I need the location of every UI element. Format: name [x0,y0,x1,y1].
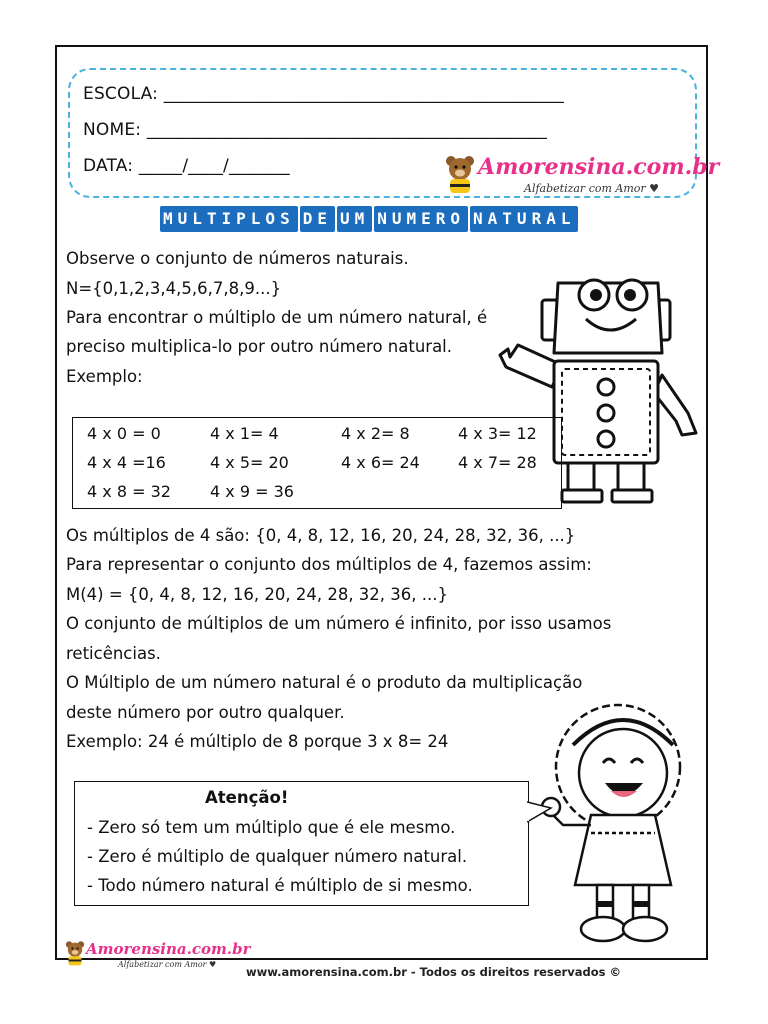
name-field: NOME: ______________________________________________ [83,120,548,140]
body-line: Os múltiplos de 4 são: {0, 4, 8, 12, 16, 20, 24, 28, 32, 36, ...} [66,526,576,545]
example-cell: 4 x 0 = 0 [87,424,161,443]
example-cell: 4 x 6= 24 [341,453,420,472]
example-cell: 4 x 9 = 36 [210,482,294,501]
brand-name: Amorensina.com.br [478,154,720,180]
girl-illustration [533,695,703,965]
attention-item: - Zero é múltiplo de qualquer número natural. [87,847,468,866]
example-cell: 4 x 7= 28 [458,453,537,472]
example-cell: 4 x 8 = 32 [87,482,171,501]
intro-line: N={0,1,2,3,4,5,6,7,8,9...} [66,279,282,298]
title-word: NUMERO [374,206,468,232]
page-title [160,206,578,234]
attention-title: Atenção! [205,788,289,807]
body-line: reticências. [66,644,161,663]
body-line: Para representar o conjunto dos múltiplos de 4, fazemos assim: [66,555,592,574]
example-cell: 4 x 2= 8 [341,424,410,443]
school-field: ESCOLA: ______________________________________________ [83,84,564,104]
speech-bubble-tail [527,800,557,830]
attention-item: - Todo número natural é múltiplo de si mesmo. [87,876,473,895]
attention-box [74,781,529,906]
intro-line: Exemplo: [66,367,143,386]
date-field: DATA: _____/____/_______ [83,156,290,176]
body-line: O conjunto de múltiplos de um número é infinito, por isso usamos [66,614,612,633]
title-word: MULTIPLOS [160,206,298,232]
body-line: Exemplo: 24 é múltiplo de 8 porque 3 x 8= 24 [66,732,449,751]
example-cell: 4 x 3= 12 [458,424,537,443]
brand-logo-small [62,936,251,972]
example-cell: 4 x 5= 20 [210,453,289,472]
body-line: O Múltiplo de um número natural é o produto da multiplicação [66,673,583,692]
attention-item: - Zero só tem um múltiplo que é ele mesmo. [87,818,456,837]
body-line: M(4) = {0, 4, 8, 12, 16, 20, 24, 28, 32, 36, ...} [66,585,449,604]
brand-logo [440,152,720,202]
intro-line: Para encontrar o múltiplo de um número natural, é [66,308,488,327]
brand-tagline-small: Alfabetizar com Amor ♥ [118,960,217,969]
footer-copyright: www.amorensina.com.br - Todos os direitos reservados © [246,965,621,979]
intro-line: Observe o conjunto de números naturais. [66,249,409,268]
title-word: NATURAL [470,206,578,232]
brand-name-small: Amorensina.com.br [86,940,251,958]
intro-line: preciso multiplica-lo por outro número natural. [66,337,453,356]
example-cell: 4 x 1= 4 [210,424,279,443]
bear-mascot-icon [62,938,88,968]
title-word: UM [337,206,372,232]
bear-mascot-icon [440,152,480,196]
body-line: deste número por outro qualquer. [66,703,345,722]
brand-tagline: Alfabetizar com Amor ♥ [524,182,660,195]
title-word: DE [300,206,335,232]
example-cell: 4 x 4 =16 [87,453,166,472]
